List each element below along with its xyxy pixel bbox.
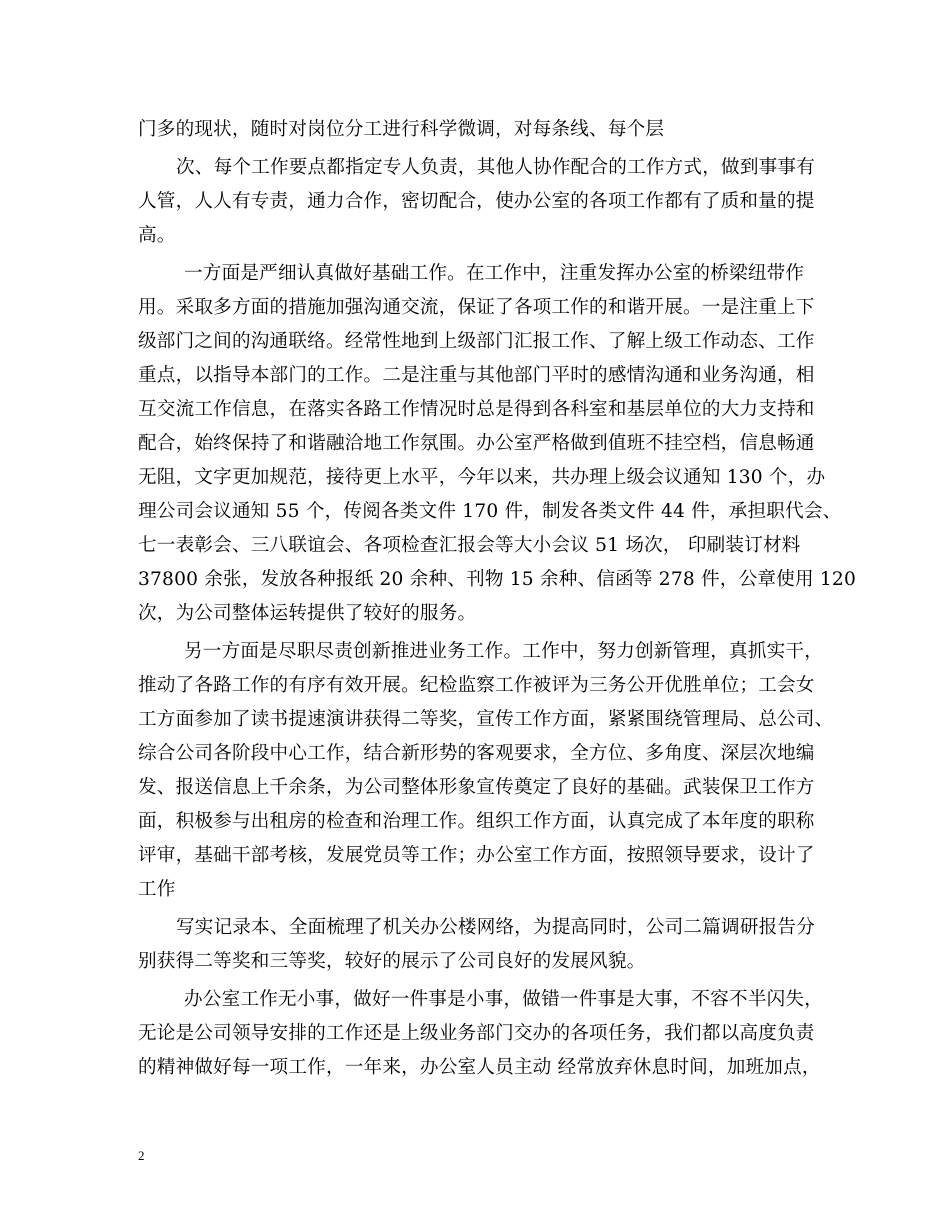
text-line: 高。 — [138, 225, 176, 246]
text-line: 互交流工作信息，在落实各路工作情况时总是得到各科室和基层单位的大力支持和 — [138, 399, 815, 420]
text-line: 门多的现状，随时对岗位分工进行科学微调，对每条线、每个层 — [138, 119, 665, 140]
text-line: 写实记录本、全面梳理了机关办公楼网络，为提高同时，公司二篇调研报告分 — [176, 917, 815, 938]
text-line: 级部门之间的沟通联络。经常性地到上级部门汇报工作、了解上级工作动态、工作 — [138, 331, 815, 352]
page-number: 2 — [138, 1148, 145, 1163]
text-line: 次、每个工作要点都指定专人负责，其他人协作配合的工作方式，做到事事有 — [176, 157, 815, 178]
text-line: 别获得二等奖和三等奖，较好的展示了公司良好的发展风貌。 — [138, 951, 646, 972]
text-line: 重点，以指导本部门的工作。二是注重与其他部门平时的感情沟通和业务沟通，相 — [138, 365, 815, 386]
text-line: 工方面参加了读书提速演讲获得二等奖，宣传工作方面，紧紧围绕管理局、总公司、 — [138, 709, 834, 730]
text-line: 一方面是严细认真做好基础工作。在工作中，注重发挥办公室的桥梁纽带作 — [184, 263, 805, 284]
text-line: 理公司会议通知 55 个，传阅各类文件 170 件，制发各类文件 44 件，承担职代会、 — [138, 501, 842, 522]
text-line: 发、报送信息上千余条，为公司整体形象宣传奠定了良好的基础。武装保卫工作方 — [138, 777, 815, 798]
text-line: 人管，人人有专责，通力合作，密切配合，使办公室的各项工作都有了质和量的提 — [138, 191, 815, 212]
text-line: 37800 余张，发放各种报纸 20 余种、刊物 15 余种、信函等 278 件，公章使用 120 — [138, 569, 856, 590]
text-line: 办公室工作无小事，做好一件事是小事，做错一件事是大事，不容不半闪失， — [184, 989, 823, 1010]
text-line: 用。采取多方面的措施加强沟通交流，保证了各项工作的和谐开展。一是注重上下 — [138, 297, 815, 318]
text-line: 推动了各路工作的有序有效开展。纪检监察工作被评为三务公开优胜单位；工会女 — [138, 675, 815, 696]
text-line: 工作 — [138, 879, 176, 900]
text-line: 七一表彰会、三八联谊会、各项检查汇报会等大小会议 51 场次， 印刷装订材料 — [138, 535, 801, 556]
text-line: 配合，始终保持了和谐融洽地工作氛围。办公室严格做到值班不挂空档，信息畅通 — [138, 433, 815, 454]
text-line: 无阻，文字更加规范，接待更上水平，今年以来，共办理上级会议通知 130 个，办 — [138, 467, 826, 488]
text-line: 评审，基础干部考核，发展党员等工作；办公室工作方面，按照领导要求，设计了 — [138, 845, 815, 866]
text-line: 综合公司各阶段中心工作，结合新形势的客观要求，全方位、多角度、深层次地编 — [138, 743, 815, 764]
text-line: 另一方面是尽职尽责创新推进业务工作。工作中，努力创新管理，真抓实干， — [184, 641, 823, 662]
text-line: 面，积极参与出租房的检查和治理工作。组织工作方面，认真完成了本年度的职称 — [138, 811, 815, 832]
text-line: 的精神做好每一项工作，一年来，办公室人员主动 经常放弃休息时间，加班加点， — [138, 1057, 821, 1078]
text-line: 无论是公司领导安排的工作还是上级业务部门交办的各项任务，我们都以高度负责 — [138, 1023, 815, 1044]
text-line: 次，为公司整体运转提供了较好的服务。 — [138, 603, 477, 624]
